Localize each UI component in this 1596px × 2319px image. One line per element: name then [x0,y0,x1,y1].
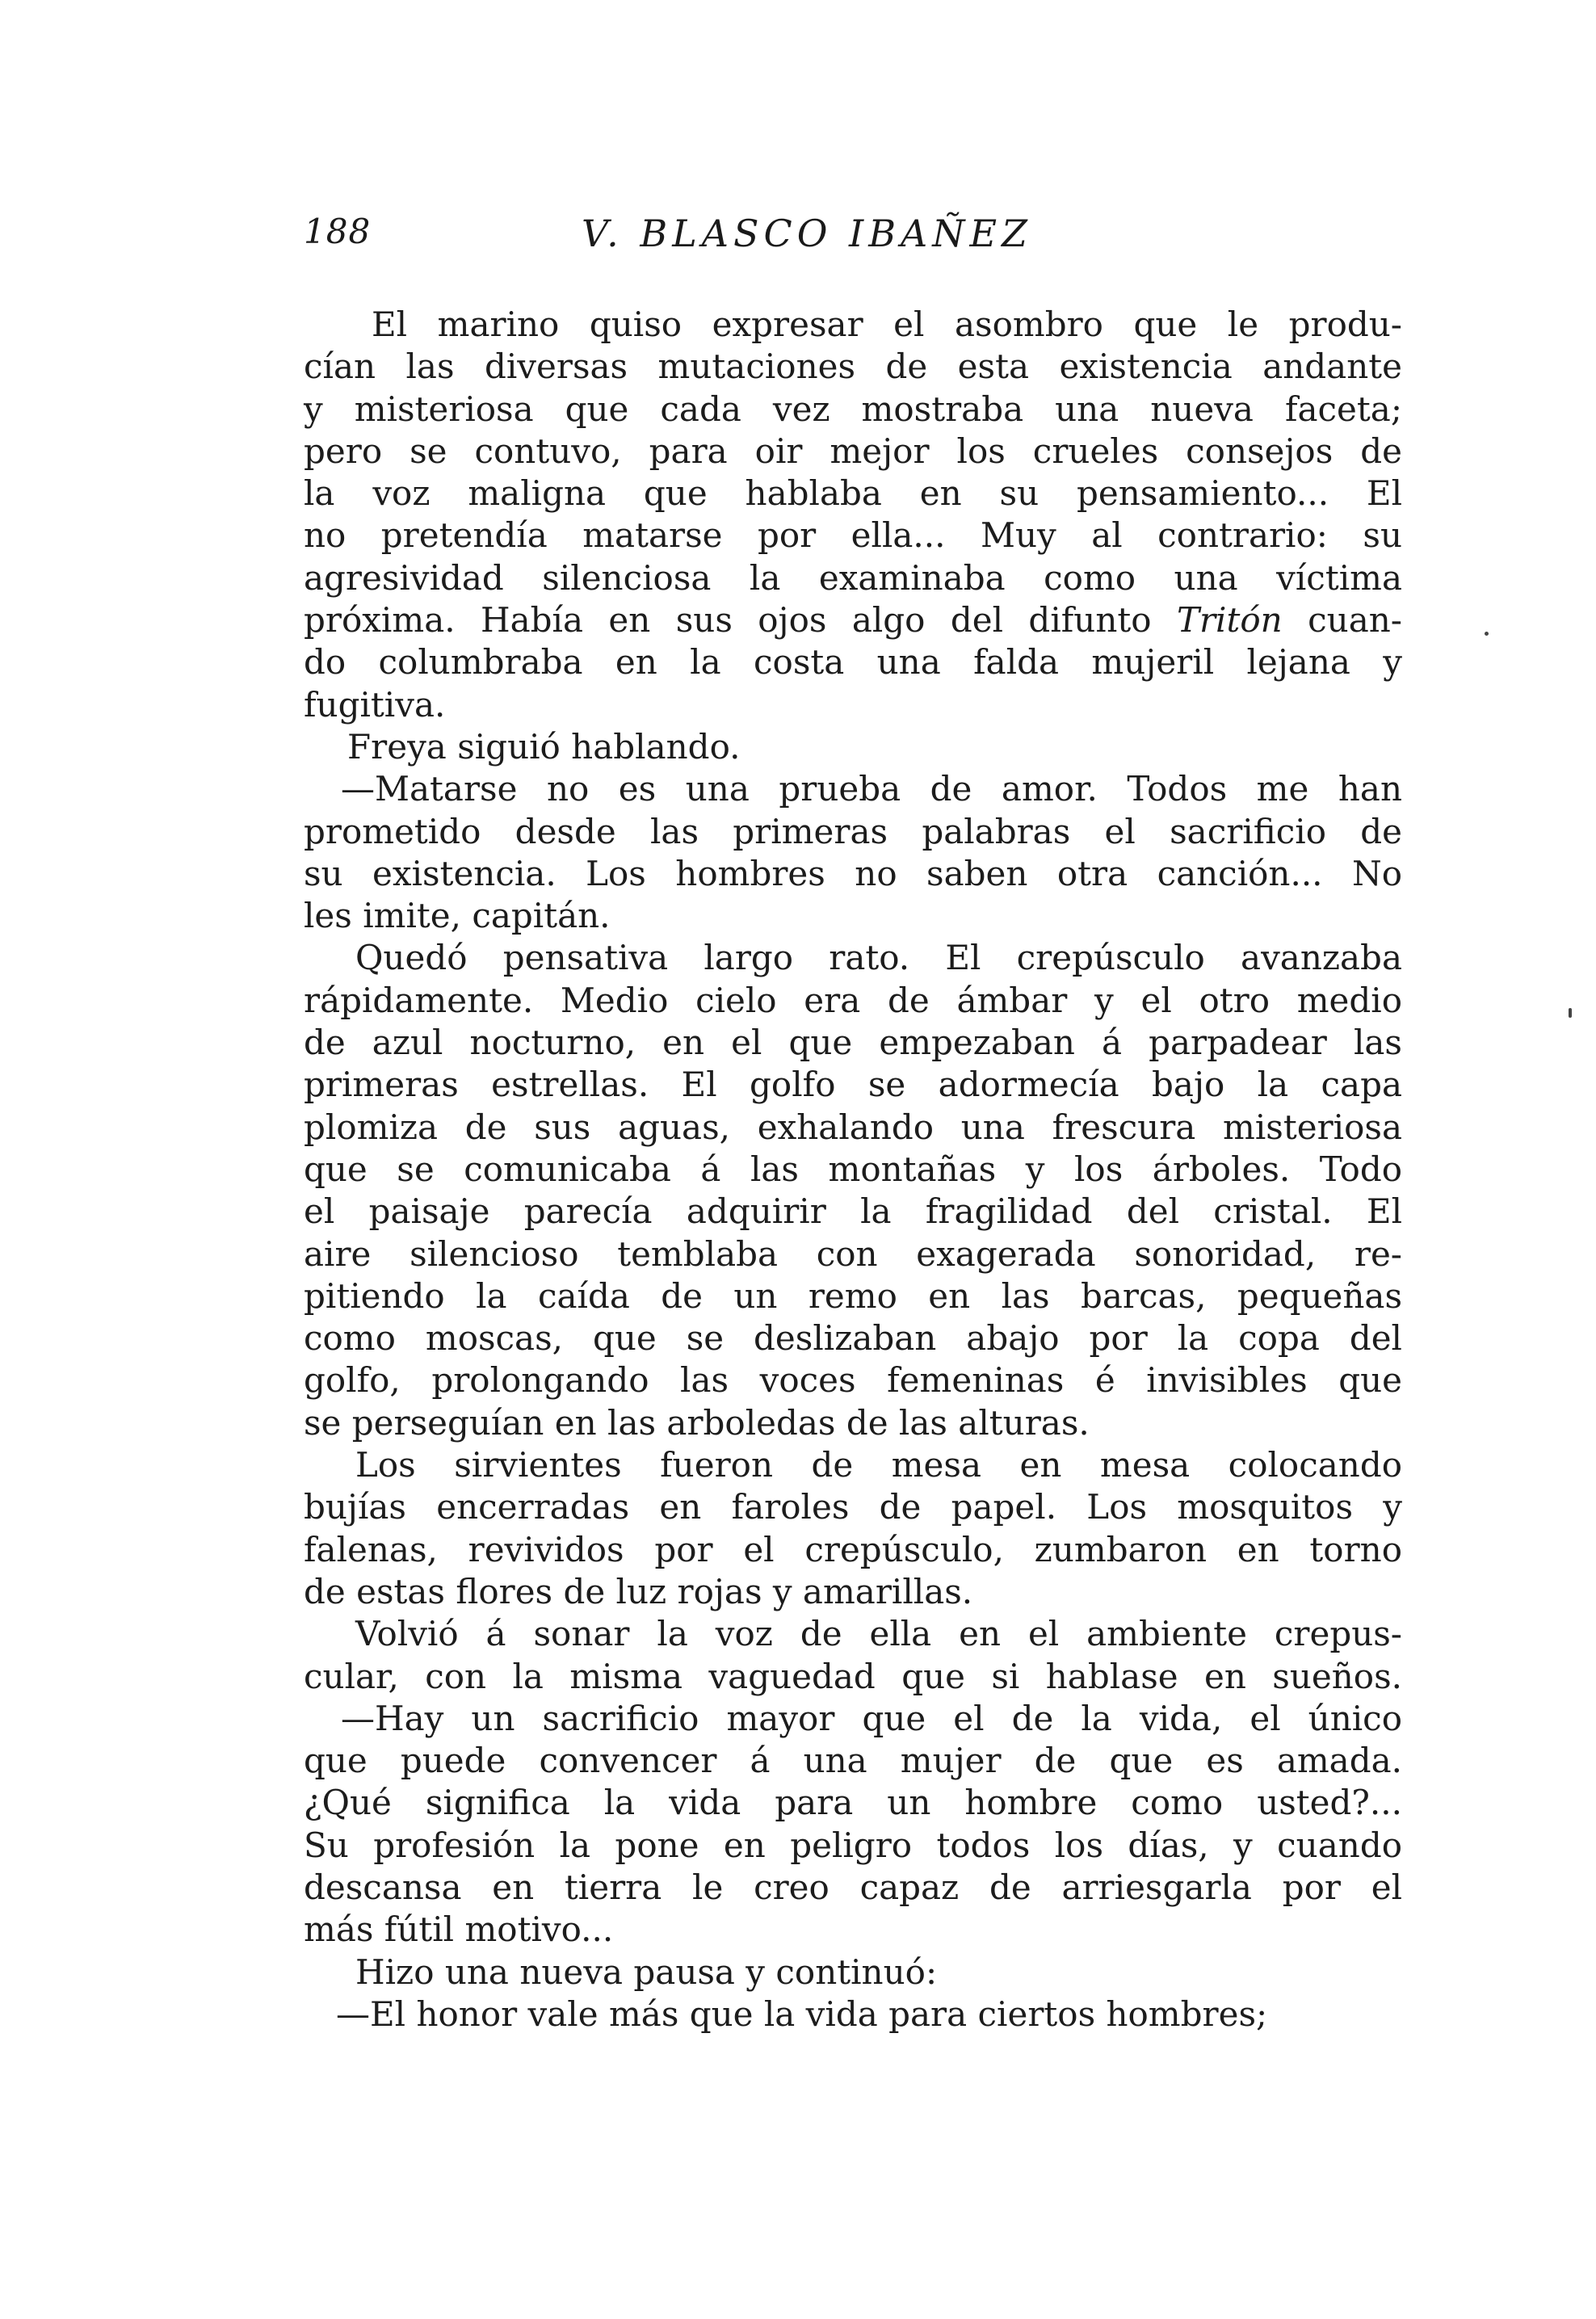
running-head: V. BLASCO IBAÑEZ [582,212,1033,255]
text-line: falenas, revividos por el crepúsculo, zumbaron en torno [304,1529,1402,1569]
text-line: se perseguían en las arboledas de las alturas. [304,1402,1090,1443]
text-line: el paisaje parecía adquirir la fragilidad del cristal. El [304,1191,1402,1232]
page-number: 188 [304,212,372,251]
text-line: prometido desde las primeras palabras el sacrificio de [304,811,1402,851]
text-line: agresividad silenciosa la examinaba como una víctima [304,557,1402,598]
text-line: descansa en tierra le creo capaz de arriesgarla por el [304,1867,1402,1907]
italic-word: Tritón [1176,600,1283,641]
text-segment: próxima. Había en sus ojos algo del difunto [304,600,1152,641]
text-line: y misteriosa que cada vez mostraba una nueva faceta; [304,389,1402,429]
text-line: no pretendía matarse por ella... Muy al contrario: su [304,515,1402,556]
text-line: Quedó pensativa largo rato. El crepúsculo avanzaba [355,938,1402,978]
text-line: su existencia. Los hombres no saben otra canción... No [304,853,1402,893]
text-line: pero se contuvo, para oir mejor los crueles consejos de [304,431,1402,471]
text-line: primeras estrellas. El golfo se adormecía bajo la capa [304,1065,1402,1105]
text-line: Su profesión la pone en peligro todos los días, y cuando [304,1825,1402,1865]
text-line: —Hay un sacrificio mayor que el de la vida, el único [341,1698,1402,1738]
page-header [304,212,1402,268]
text-line: de estas flores de luz rojas y amarillas. [304,1571,973,1611]
text-line: fugitiva. [304,684,446,725]
text-line: que se comunicaba á las montañas y los árboles. Todo [304,1149,1402,1189]
print-speck [1485,632,1489,636]
text-line: pitiendo la caída de un remo en las barcas, pequeñas [304,1275,1402,1316]
text-line: —Matarse no es una prueba de amor. Todos me han [341,769,1402,809]
text-line: ¿Qué significa la vida para un hombre como usted?... [304,1783,1402,1823]
text-line: Los sirvientes fueron de mesa en mesa colocando [355,1445,1402,1485]
text-line: de azul nocturno, en el que empezaban á parpadear las [304,1023,1402,1063]
text-line: —El honor vale más que la vida para ciertos hombres; [336,1993,1268,2034]
text-line: bujías encerradas en faroles de papel. Los mosquitos y [304,1487,1402,1527]
text-line: la voz maligna que hablaba en su pensamiento... El [304,473,1402,514]
text-line: Volvió á sonar la voz de ella en el ambiente crepus- [355,1614,1402,1654]
print-speck [1569,1008,1572,1018]
text-line: más fútil motivo... [304,1909,614,1950]
text-line: Freya siguió hablando. [347,726,741,767]
text-line: como moscas, que se deslizaban abajo por la copa del [304,1318,1402,1359]
body-text [304,304,1402,2035]
text-line: plomiza de sus aguas, exhalando una frescura misteriosa [304,1107,1402,1147]
text-line: aire silencioso temblaba con exagerada sonoridad, re- [304,1233,1402,1274]
text-line: rápidamente. Medio cielo era de ámbar y el otro medio [304,980,1402,1020]
text-line: El marino quiso expresar el asombro que le produ- [372,305,1402,344]
text-line: cular, con la misma vaguedad que si hablase en sueños. [304,1656,1402,1696]
text-line: les imite, capitán. [304,896,611,936]
text-line: golfo, prolongando las voces femeninas é invisibles que [304,1360,1402,1401]
text-line: cían las diversas mutaciones de esta existencia andante [304,347,1402,387]
text-line: do columbraba en la costa una falda mujeril lejana y [304,642,1402,683]
text-line: que puede convencer á una mujer de que es amada. [304,1741,1402,1781]
text-segment: cuan- [1308,600,1402,641]
text-line [304,599,1402,641]
text-line: Hizo una nueva pausa y continuó: [355,1951,938,1992]
